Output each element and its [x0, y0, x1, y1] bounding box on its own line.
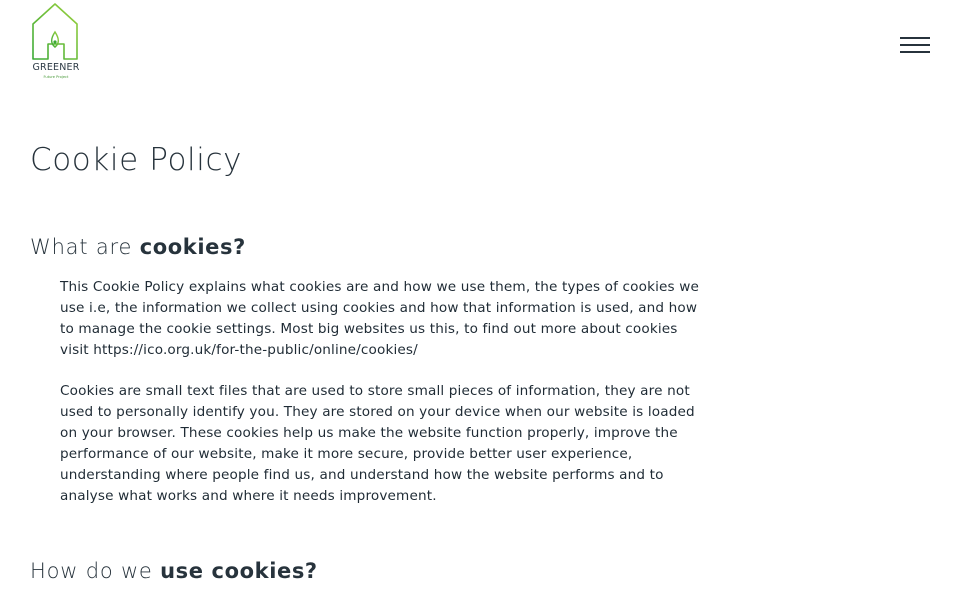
site-header [0, 0, 960, 90]
section-heading-how-we-use-cookies [30, 557, 318, 585]
house-leaf-logo-icon [30, 2, 82, 62]
menu-line [900, 37, 930, 39]
paragraph-text: This Cookie Policy explains what cookies are and how we use them, the types of cookies we use i.e, the information we collect using cookies and how that information is used, and how to manage the cookie settings. Most big websites us this, to find out more about cookies visit [60, 279, 700, 358]
logo-tagline: Future Project [43, 75, 69, 79]
page-title: Cookie Policy [30, 142, 243, 178]
paragraph-what-cookies-are: Cookies are small text files that are used to store small pieces of information, they are not used to personally identify you. They are stored on your device when our website is loaded on your browser. These cookies help us make the website function properly, improve the performance of our website, make it more secure, provide better user experience, understanding where people find us, and understand how the website performs and to analyse what works and where it needs improvement. [60, 383, 695, 504]
logo-link[interactable] [30, 2, 82, 82]
logo-wordmark: GREENER [32, 62, 80, 73]
section-heading-what-are-cookies [30, 233, 246, 261]
heading-light-part: How do we [30, 559, 161, 583]
heading-light-part: What are [30, 235, 140, 259]
menu-line [900, 51, 930, 53]
heading-bold-part: use cookies? [160, 559, 318, 583]
paragraph-cookie-policy-intro [60, 277, 700, 361]
ico-cookies-link[interactable]: https://ico.org.uk/for-the-public/online/cookies/ [93, 342, 418, 358]
heading-bold-part: cookies? [139, 235, 246, 259]
hamburger-menu-icon[interactable] [898, 34, 932, 56]
menu-line [900, 44, 930, 46]
